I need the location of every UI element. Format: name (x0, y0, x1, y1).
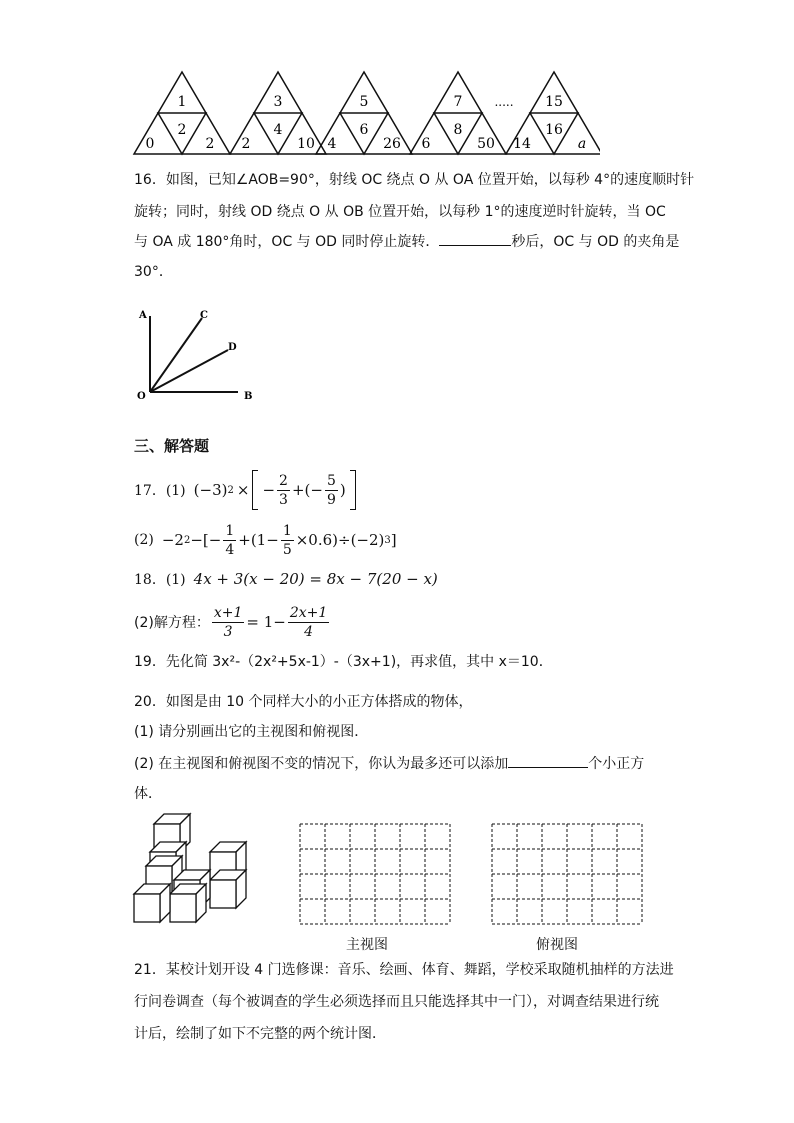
q18-p2-frac-2-den: 4 (304, 623, 314, 640)
q21-line-1: 21．某校计划开设 4 门选修课：音乐、绘画、体育、舞蹈，学校采取随机抽样的方法进 (134, 962, 674, 978)
triangle-3-right: 26 (383, 136, 401, 152)
triangle-pattern-figure (120, 66, 600, 158)
triangle-1-center: 2 (177, 122, 187, 138)
triangle-1 (134, 72, 230, 154)
q20-line-1: 20．如图是由 10 个同样大小的小正方体搭成的物体， (134, 694, 473, 710)
q16-line-4: 30°． (134, 264, 173, 280)
q17-p2-d: ×0.6)÷(−2) (295, 531, 385, 549)
triangle-5-right: a (577, 136, 587, 152)
q20-line-3 (134, 750, 644, 778)
q20-line-4: 体． (134, 786, 162, 802)
q17-p2-c: +(1− (238, 531, 279, 549)
triangle-5-left: 14 (513, 136, 531, 152)
q21-line-3: 计后，绘制了如下不完整的两个统计图． (134, 1026, 386, 1042)
triangle-2 (230, 72, 326, 154)
q17-p2-d-exp: 3 (384, 534, 391, 546)
q17-p2-frac-1 (223, 522, 236, 559)
q17-p2-b: −[− (190, 531, 222, 549)
label-o: O (137, 391, 146, 402)
q18-p1-label: 18．(1) (134, 572, 186, 588)
ray-oc (150, 318, 202, 392)
triangle-1-left: 0 (145, 136, 155, 152)
q17-p2-e: ] (390, 531, 397, 549)
q20-answer-blank[interactable] (508, 753, 588, 768)
q17-p1-times: × (236, 481, 250, 499)
q17-part-1 (134, 470, 356, 510)
ray-od (150, 350, 228, 392)
front-view-caption: 主视图 (346, 937, 388, 953)
triangle-5-top: 15 (545, 94, 563, 110)
q17-part-2 (134, 520, 397, 560)
q18-p1-equation: 4x + 3(x − 20) = 8x − 7(20 − x) (193, 570, 438, 588)
triangle-1-right: 2 (205, 136, 215, 152)
triangle-2-right: 10 (297, 136, 315, 152)
top-view-grid[interactable] (490, 822, 644, 926)
q21-line-2: 行问卷调查（每个被调查的学生必须选择而且只能选择其中一门），对调查结果进行统 (134, 994, 659, 1010)
q18-p2-frac-1 (212, 604, 245, 641)
q16-line-3 (134, 228, 679, 256)
q18-p2-frac-1-den: 3 (223, 623, 233, 640)
label-b: B (244, 391, 253, 402)
q17-p1-label: 17．(1) (134, 483, 186, 499)
q16-line-2: 旋转；同时，射线 OD 绕点 O 从 OB 位置开始，以每秒 1°的速度逆时针旋转，当 OC (134, 204, 666, 220)
q20-line-3a: (2) 在主视图和俯视图不变的情况下，你认为最多还可以添加 (134, 756, 509, 772)
q17-p1-plus: +(− (291, 481, 323, 499)
q19-text: 19．先化简 3x²-（2x²+5x-1）-（3x+1)，再求值，其中 x＝10． (134, 654, 553, 670)
q17-p1-frac-2-den: 9 (326, 491, 336, 508)
q17-p2-frac-2 (281, 522, 294, 559)
triangle-4-top: 7 (453, 94, 463, 110)
triangle-3-center: 6 (359, 122, 369, 138)
q16-answer-blank[interactable] (439, 231, 511, 246)
q17-p1-exp: 2 (227, 484, 234, 496)
q17-left-bracket (252, 470, 258, 510)
q18-p2-frac-2 (288, 604, 329, 641)
q17-p1-base: (−3) (193, 481, 228, 499)
cube-structure-figure (130, 812, 250, 924)
q17-p2-label: (2) (134, 532, 154, 548)
q18-p2-frac-1-num: x+1 (213, 604, 243, 621)
q18-part-1 (134, 566, 438, 592)
label-a: A (139, 310, 147, 321)
q17-p2-frac-1-num: 1 (225, 522, 235, 539)
triangle-5-center: 16 (545, 122, 563, 138)
triangle-3 (316, 72, 412, 154)
q17-p1-minus: − (262, 481, 276, 499)
q17-p1-frac-2-num: 5 (326, 472, 336, 489)
triangle-2-top: 3 (273, 94, 283, 110)
q17-p1-frac-1 (277, 472, 290, 509)
q18-p2-mid: = 1− (246, 613, 286, 631)
q17-p1-frac-1-num: 2 (279, 472, 288, 489)
q16-line-1: 16．如图，已知∠AOB=90°，射线 OC 绕点 O 从 OA 位置开始，以每秒 4°的速度顺时针 (134, 172, 695, 188)
triangle-2-left: 2 (241, 136, 251, 152)
label-c: C (200, 310, 208, 321)
triangle-4-center: 8 (453, 122, 463, 138)
q20-line-2: (1) 请分别画出它的主视图和俯视图． (134, 724, 369, 740)
cube-8 (134, 884, 170, 922)
pattern-ellipsis: ..... (494, 95, 514, 109)
front-view-grid[interactable] (298, 822, 452, 926)
q17-p2-frac-2-num: 1 (282, 522, 292, 539)
cube-7 (170, 884, 206, 922)
q20-line-3b: 个小正方 (588, 756, 645, 772)
q17-p2-a-exp: 2 (183, 534, 191, 546)
q16-line-3a: 与 OA 成 180°角时，OC 与 OD 同时停止旋转． (134, 234, 440, 250)
triangle-4-right: 50 (477, 136, 495, 152)
triangle-3-left: 4 (327, 136, 337, 152)
triangle-4-left: 6 (421, 136, 431, 152)
triangle-1-top: 1 (177, 94, 187, 110)
q18-part-2 (134, 602, 331, 642)
cube-3 (210, 870, 246, 908)
q17-p2-frac-2-den: 5 (282, 541, 292, 558)
q16-line-3b: 秒后，OC 与 OD 的夹角是 (511, 234, 680, 250)
triangle-2-center: 4 (273, 122, 283, 138)
top-view-caption: 俯视图 (536, 937, 578, 953)
q17-p2-frac-1-den: 4 (225, 541, 235, 558)
q17-p2-a: −2 (161, 531, 184, 549)
triangle-4 (410, 72, 506, 154)
q18-p2-label: (2)解方程： (134, 615, 210, 631)
q17-p1-close: ) (339, 481, 346, 499)
q17-p1-frac-2 (325, 472, 338, 509)
triangle-5 (506, 72, 600, 154)
triangle-3-top: 5 (359, 94, 369, 110)
q16-angle-figure (130, 302, 260, 406)
label-d: D (228, 342, 237, 353)
q18-p2-frac-2-num: 2x+1 (289, 604, 328, 621)
q17-p1-frac-1-den: 3 (279, 491, 288, 508)
section-heading: 三、解答题 (134, 437, 210, 455)
q17-right-bracket (350, 470, 356, 510)
